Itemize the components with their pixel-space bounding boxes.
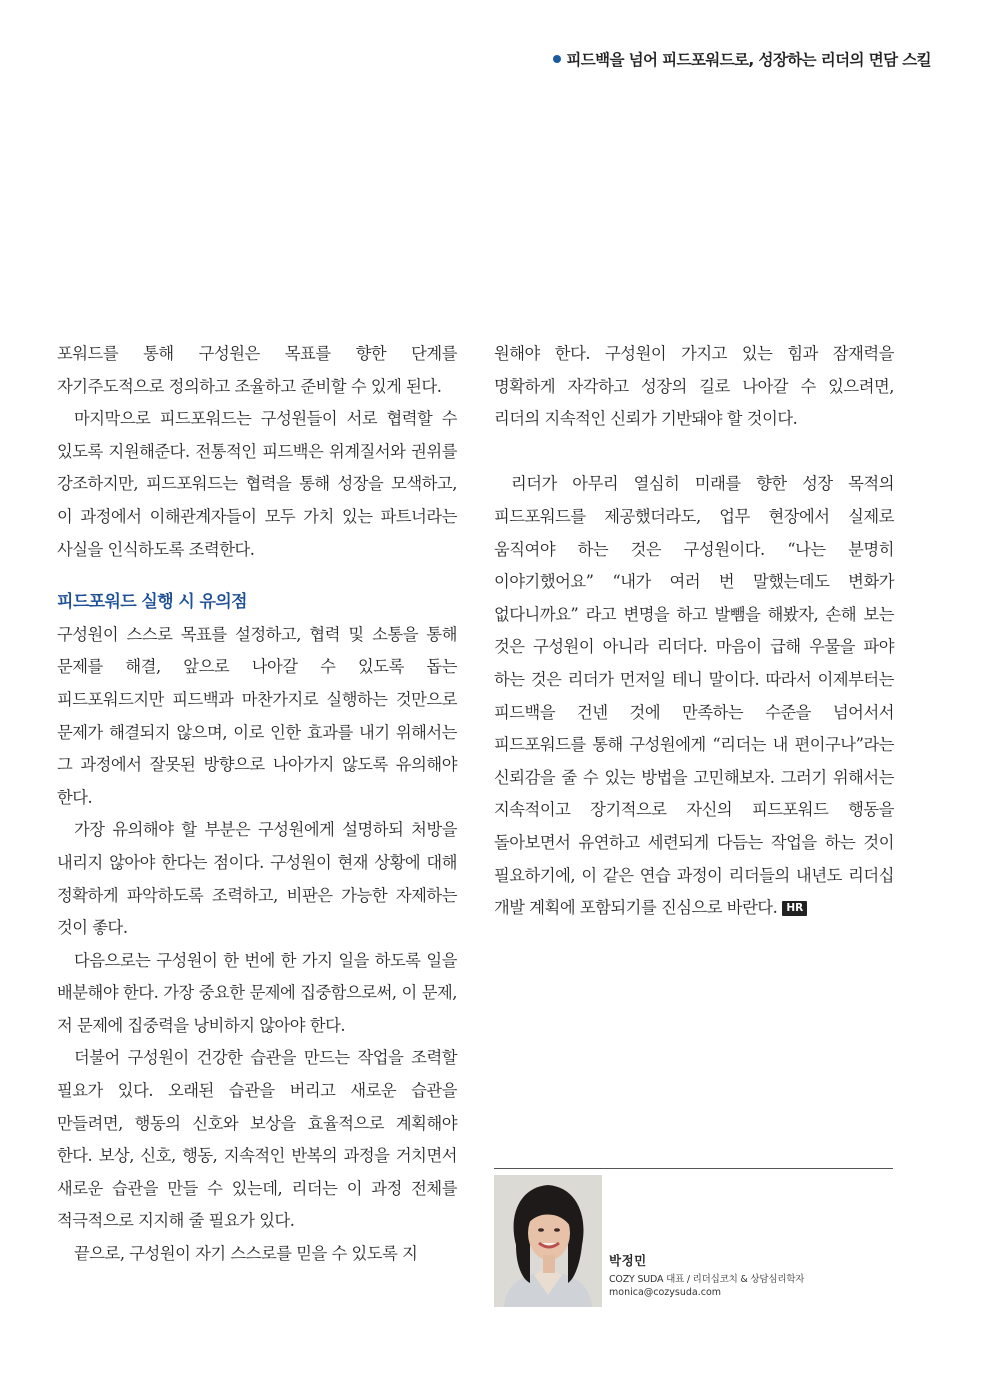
- hr-end-mark-icon: HR: [782, 901, 807, 916]
- author-box: [494, 1168, 893, 1307]
- paragraph: 원해야 한다. 구성원이 가지고 있는 힘과 잠재력을 명확하게 자각하고 성장의 길로 나아갈 수 있으려면, 리더의 지속적인 신뢰가 기반돼야 할 것이다.: [494, 344, 894, 429]
- paragraph: 마지막으로 피드포워드는 구성원들이 서로 협력할 수 있도록 지원해준다. 전통적인 피드백은 위계질서와 권위를 강조하지만, 피드포워드는 협력을 통해 성장을 모색하고, 이 과정에서 이해관계자들이 모두 가치 있는 파트너라는 사실을 인식하도록 조력한다.: [57, 409, 457, 559]
- header-title: 피드백을 넘어 피드포워드로, 성장하는 리더의 면담 스킬: [566, 51, 931, 69]
- author-photo: [494, 1175, 602, 1307]
- paragraph: 끝으로, 구성원이 자기 스스로를 믿을 수 있도록 지: [74, 1244, 418, 1264]
- paragraph: 다음으로는 구성원이 한 번에 한 가지 일을 하도록 일을 배분해야 한다. 가장 중요한 문제에 집중함으로써, 이 문제, 저 문제에 집중력을 낭비하지 않아야 한다.: [57, 950, 457, 1035]
- author-info: [609, 1251, 804, 1299]
- author-portrait-image: [494, 1175, 602, 1307]
- closing-paragraph-text: 리더가 아무리 열심히 미래를 향한 성장 목적의 피드포워드를 제공했더라도, 업무 현장에서 실제로 움직여야 하는 것은 구성원이다. “나는 분명히 이야기했어요” “내가 여러 번 말했는데도 변화가 없다니까요” 라고 변명을 하고 발뺌을 해봤자, 손해 보는 것은 구성원이 아니라 리더다. 마음이 급해 우물을 파야 하는 것은 리더가 먼저일 테니 말이다. 따라서 이제부터는 피드백을 건넨 것에 만족하는 수준을 넘어서서 피드포워드를 통해 구성원에게 “리더는 내 편이구나”라는 신뢰감을 줄 수 있는 방법을 고민해보자. 그러기 위해서는 지속적이고 장기적으로 자신의 피드포워드 행동을 돌아보면서 유연하고 세련되게 다듬는 작업을 하는 것이 필요하기에, 이 같은 연습 과정이 리더들의 내년도 리더십 개발 계획에 포함되기를 진심으로 바란다.: [494, 474, 894, 918]
- paragraph: 가장 유의해야 할 부분은 구성원에게 설명하되 처방을 내리지 않아야 한다는 점이다. 구성원이 현재 상황에 대해 정확하게 파악하도록 조력하고, 비판은 가능한 자제하는 것이 좋다.: [57, 820, 457, 938]
- bullet-dot-icon: [553, 55, 561, 63]
- running-header: [553, 48, 931, 70]
- paragraph: [494, 468, 894, 924]
- section-subheading: 피드포워드 실행 시 유의점: [57, 592, 247, 613]
- author-role: COZY SUDA 대표 / 리더십코치 & 상담심리학자: [609, 1274, 805, 1285]
- paragraph: 포워드를 통해 구성원은 목표를 향한 단계를 자기주도적으로 정의하고 조율하고 준비할 수 있게 된다.: [57, 344, 457, 396]
- paragraph: 더불어 구성원이 건강한 습관을 만드는 작업을 조력할 필요가 있다. 오래된 습관을 버리고 새로운 습관을 만들려면, 행동의 신호와 보상을 효율적으로 계획해야 한다. 보상, 신호, 행동, 지속적인 반복의 과정을 거치면서 새로운 습관을 만들 수 있는데, 리더는 이 과정 전체를 적극적으로 지지해 줄 필요가 있다.: [57, 1048, 457, 1231]
- author-email: monica@cozysuda.com: [609, 1287, 722, 1298]
- paragraph: 구성원이 스스로 목표를 설정하고, 협력 및 소통을 통해 문제를 해결, 앞으로 나아갈 수 있도록 돕는 피드포워드지만 피드백과 마찬가지로 실행하는 것만으로 문제가 해결되지 않으며, 이로 인한 효과를 내기 위해서는 그 과정에서 잘못된 방향으로 나아가지 않도록 유의해야 한다.: [57, 624, 457, 807]
- right-column: [494, 338, 894, 925]
- author-name: 박정민: [609, 1253, 647, 1268]
- left-column: [57, 338, 457, 1271]
